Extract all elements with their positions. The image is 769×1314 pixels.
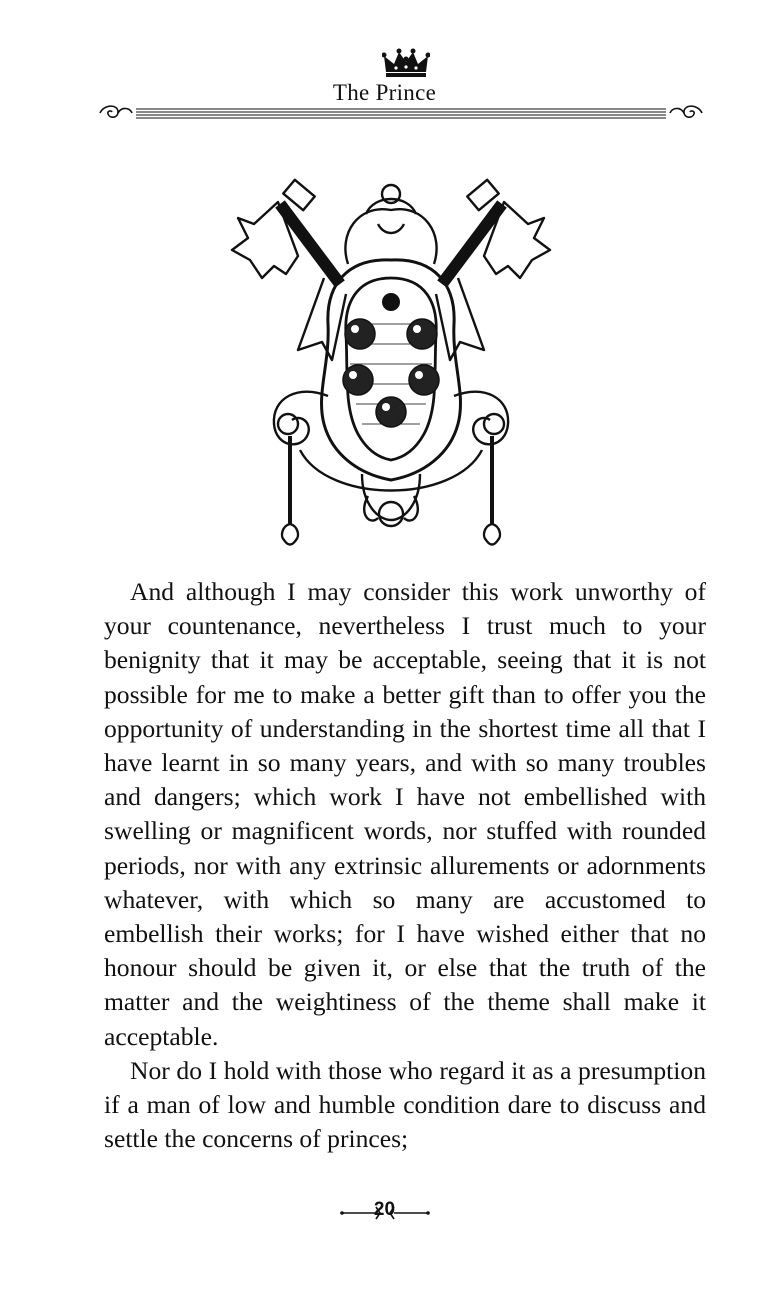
body-text (104, 575, 706, 1156)
paragraph: And although I may consider this work unworthy of your countenance, nevertheless I trust much to your benignity that it may be acceptable, seeing that it is not possible for me to make a better gift than to offer you the opportunity of understanding in the shortest time all that I have learnt in so many years, and with so many troubles and dangers; which work I have not embellished with swelling or magnificent words, nor stuffed with rounded periods, nor with any extrinsic allurements or adornments whatever, with which so many are accustomed to embellish their works; for I have wished either that no honour should be given it, or else that the truth of the matter and the weightiness of the theme shall make it acceptable. (104, 577, 706, 1051)
crown-icon (382, 48, 430, 78)
running-header-title: The Prince (332, 80, 437, 105)
paragraph: Nor do I hold with those who regard it as a presumption if a man of low and humble condition dare to discuss and settle the concerns of princes; (104, 1055, 706, 1154)
header-rule-ornament (96, 102, 706, 124)
coat-of-arms-illustration (228, 174, 554, 558)
page-number: 20 (373, 1199, 396, 1220)
